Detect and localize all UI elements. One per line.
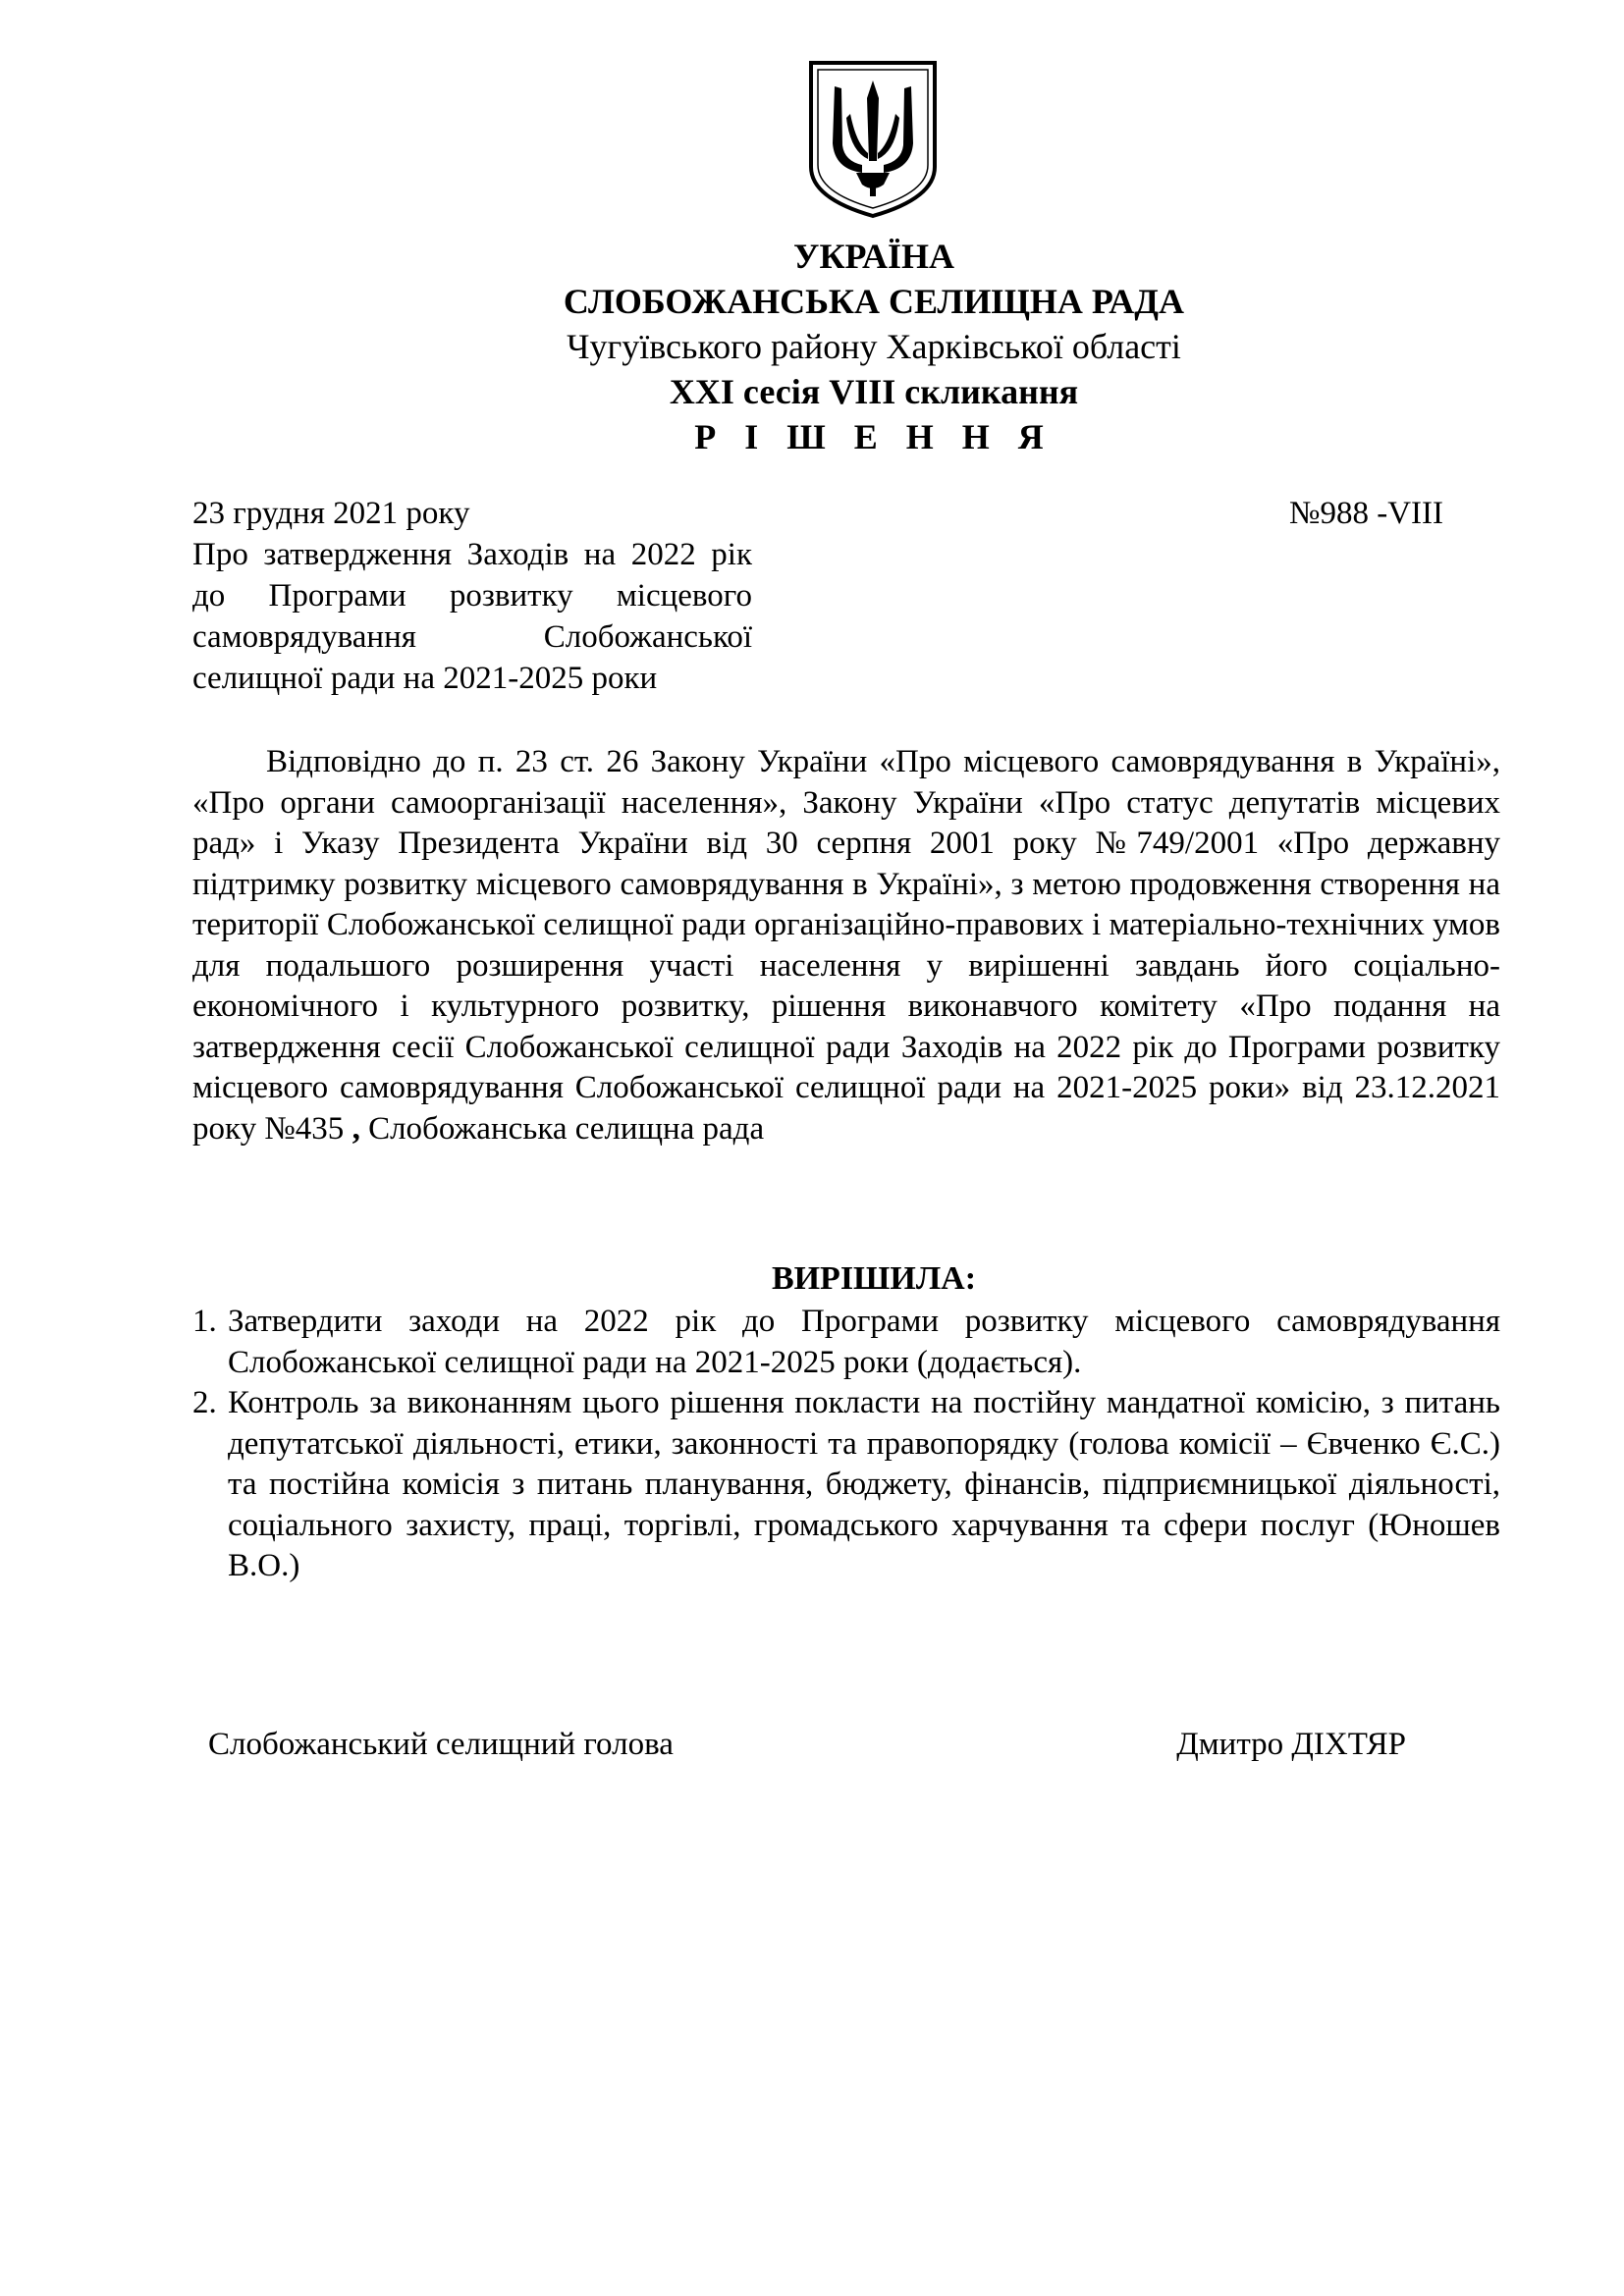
signature-position: Слобожанський селищний голова bbox=[208, 1727, 674, 1762]
preamble bbox=[192, 742, 1500, 1149]
list-item bbox=[192, 1383, 1500, 1587]
resolved-heading: ВИРІШИЛА: bbox=[771, 1260, 977, 1297]
preamble-comma: , bbox=[344, 1110, 360, 1147]
preamble-tail: Слобожанська селищна рада bbox=[359, 1110, 765, 1147]
coat-of-arms-trident-icon bbox=[805, 59, 941, 220]
header-district: Чугуївського району Харківської області bbox=[567, 327, 1181, 366]
signature-name: Дмитро ДІХТЯР bbox=[1176, 1727, 1406, 1762]
signature-block bbox=[208, 1724, 1406, 1765]
header-council: СЛОБОЖАНСЬКА СЕЛИЩНА РАДА bbox=[563, 282, 1185, 321]
header-session: XXI сесія VIII скликання bbox=[669, 372, 1079, 411]
document-subject bbox=[192, 534, 752, 699]
item-text: Затвердити заходи на 2022 рік до Програми розвитку місцевого самоврядування Слобожанської селищної ради на 2021-2025 роки (додається). bbox=[228, 1304, 1500, 1380]
item-text: Контроль за виконанням цього рішення покласти на постійну мандатної комісію, з питань депутатської діяльності, етики, законності та правопорядку (голова комісії – Євченко Є.С.) та постійна комісія з питань планування, бюджету, фінансів, підприємницької діяльності, соціального захисту, праці, торгівлі, громадського харчування та сфери послуг (Юношев В.О.) bbox=[228, 1385, 1500, 1583]
preamble-text: Відповідно до п. 23 ст. 26 Закону України «Про місцевого самоврядування в Україні», «Про органи самоорганізації населення», Закону України «Про статус депутатів місцевих рад» і Указу Президента України від 30 серпня 2001 року №749/2001 «Про державну підтримку розвитку місцевого самоврядування в Україні», з метою продовження створення на території Слобожанської селищної ради організаційно-правових і матеріально-технічних умов для подальшого розширення участі населення у вирішенні завдань його соціально- економічного і культурного розвитку, рішення виконавчого комітету «Про подання на затвердження сесії Слобожанської селищної ради Заходів на 2022 рік до Програми розвитку місцевого самоврядування Слобожанської селищної ради на 2021-2025 роки» від 23.12.2021 року №435 bbox=[192, 744, 1500, 1147]
header-doc-type: Р І Ш Е Н Н Я bbox=[694, 417, 1054, 456]
list-item bbox=[192, 1302, 1500, 1383]
document-date: 23 грудня 2021 року bbox=[192, 496, 470, 531]
date-number-line bbox=[192, 493, 1443, 534]
header-country: УКРАЇНА bbox=[793, 237, 954, 276]
resolution-items bbox=[192, 1302, 1500, 1587]
document-header bbox=[0, 234, 1624, 459]
subject-text: Про затвердження Заходів на 2022 рік до Програми розвитку місцевого самоврядування Слобожанської селищної ради на 2021-2025 роки bbox=[192, 537, 752, 696]
document-number: №988 -VIII bbox=[1288, 496, 1443, 531]
item-marker: 1. bbox=[192, 1304, 217, 1339]
item-marker: 2. bbox=[192, 1385, 217, 1420]
